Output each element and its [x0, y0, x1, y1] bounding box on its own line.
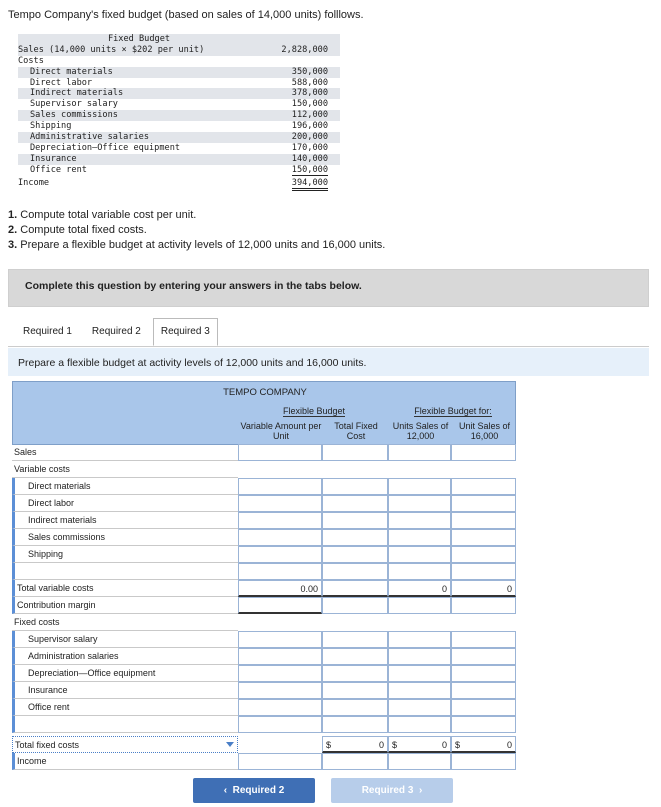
- ship-16000-input[interactable]: [451, 546, 516, 563]
- cost-value: 112,000: [260, 110, 340, 121]
- cost-label: Indirect materials: [18, 88, 260, 99]
- blank2-fixed-input[interactable]: [322, 716, 388, 733]
- blank-variable-input[interactable]: [238, 563, 322, 580]
- question-item: 1. Compute total variable cost per unit.: [8, 209, 197, 221]
- cm-16000-input[interactable]: [451, 597, 516, 614]
- im-16000-input[interactable]: [451, 512, 516, 529]
- chevron-down-icon[interactable]: [226, 742, 234, 747]
- dl-12000-input[interactable]: [388, 495, 451, 512]
- dep-12000-input[interactable]: [388, 665, 451, 682]
- flex-budget-header: Flexible Budget: [282, 406, 346, 416]
- cost-value: 350,000: [260, 67, 340, 78]
- row-sales-commissions: [12, 529, 516, 546]
- cm-12000-input[interactable]: [388, 597, 451, 614]
- col-units-12000: Units Sales of 12,000: [392, 421, 449, 441]
- cost-value: 200,000: [260, 132, 340, 143]
- complete-banner: [8, 269, 649, 307]
- row-label: Sales: [12, 444, 238, 461]
- cost-label: Administrative salaries: [18, 132, 260, 143]
- total-variable-12000: 0: [388, 580, 451, 597]
- cost-label: Supervisor salary: [30, 99, 118, 110]
- ins-12000-input[interactable]: [388, 682, 451, 699]
- dm-fixed-input[interactable]: [322, 478, 388, 495]
- question-item: 2. Compute total fixed costs.: [8, 224, 147, 236]
- as-16000-input[interactable]: [451, 648, 516, 665]
- row-label[interactable]: Direct materials: [12, 478, 238, 495]
- blank-fixed-input[interactable]: [322, 563, 388, 580]
- row-label[interactable]: Total variable costs: [12, 580, 238, 597]
- row-insurance: [12, 682, 516, 699]
- row-label-input[interactable]: [12, 563, 238, 580]
- rent-variable-input[interactable]: [238, 699, 322, 716]
- flex-budget-for-header: Flexible Budget for:: [414, 406, 492, 416]
- im-12000-input[interactable]: [388, 512, 451, 529]
- col-units-16000: Unit Sales of 16,000: [458, 421, 511, 441]
- dm-16000-input[interactable]: [451, 478, 516, 495]
- fixed-budget-table: [18, 34, 340, 188]
- tab-required-3[interactable]: Required 3: [153, 318, 218, 346]
- row-label: Variable costs: [12, 461, 238, 478]
- cost-value: 140,000: [260, 154, 340, 165]
- total-fixed-12000: $ 0: [388, 736, 451, 753]
- blank2-12000-input[interactable]: [388, 716, 451, 733]
- row-label[interactable]: Depreciation—Office equipment: [12, 665, 238, 682]
- row-sales: [12, 444, 516, 461]
- cost-value: 588,000: [291, 77, 328, 88]
- dm-variable-input[interactable]: [238, 478, 322, 495]
- dl-fixed-input[interactable]: [322, 495, 388, 512]
- sc-fixed-input[interactable]: [322, 529, 388, 546]
- rent-fixed-input[interactable]: [322, 699, 388, 716]
- cost-value: 150,000: [291, 164, 328, 175]
- as-fixed-input[interactable]: [322, 648, 388, 665]
- dl-variable-input[interactable]: [238, 495, 322, 512]
- chevron-left-icon: ‹: [223, 785, 228, 796]
- sales-12000-input[interactable]: [388, 444, 451, 461]
- row-label[interactable]: Indirect materials: [12, 512, 238, 529]
- fixed-budget-header: Fixed Budget: [18, 34, 260, 45]
- cost-label: Depreciation—Office equipment: [30, 142, 181, 153]
- as-12000-input[interactable]: [388, 648, 451, 665]
- questions-list: [8, 208, 385, 253]
- tab-required-1[interactable]: Required 1: [15, 318, 80, 346]
- ss-12000-input[interactable]: [388, 631, 451, 648]
- next-required-button[interactable]: Required 3 ›: [331, 778, 453, 803]
- dep-16000-input[interactable]: [451, 665, 516, 682]
- tab-required-2[interactable]: Required 2: [84, 318, 149, 346]
- chevron-right-icon: ›: [418, 785, 423, 796]
- as-variable-input[interactable]: [238, 648, 322, 665]
- row-label: Fixed costs: [12, 614, 238, 631]
- complete-text: Complete this question by entering your answers in the tabs below.: [25, 280, 362, 292]
- row-indirect-materials: [12, 512, 516, 529]
- cost-label: Direct labor: [30, 77, 93, 88]
- costs-label: Costs: [18, 55, 44, 66]
- sales-label: Sales (14,000 units × $202 per unit): [18, 45, 260, 56]
- sc-12000-input[interactable]: [388, 529, 451, 546]
- cm-fixed-input[interactable]: [322, 597, 388, 614]
- intro-text: Tempo Company's fixed budget (based on sales of 14,000 units) folllows.: [8, 9, 364, 21]
- row-label[interactable]: Contribution margin: [12, 597, 238, 614]
- row-label[interactable]: Supervisor salary: [12, 631, 238, 648]
- row-variable-costs: [12, 461, 516, 478]
- blank-12000-input[interactable]: [388, 563, 451, 580]
- sales-value: 2,828,000: [260, 45, 340, 56]
- income-value: 394,000: [292, 178, 328, 191]
- row-supervisor-salary: [12, 631, 516, 648]
- total-fixed-select[interactable]: [12, 736, 238, 753]
- ss-fixed-input[interactable]: [322, 631, 388, 648]
- dl-16000-input[interactable]: [451, 495, 516, 512]
- ship-fixed-input[interactable]: [322, 546, 388, 563]
- ss-16000-input[interactable]: [451, 631, 516, 648]
- total-variable-per-unit: 0.00: [238, 580, 322, 597]
- income-fixed-input[interactable]: [322, 753, 388, 770]
- company-title: TEMPO COMPANY: [223, 387, 307, 398]
- ship-variable-input[interactable]: [238, 546, 322, 563]
- prev-required-button[interactable]: ‹ Required 2: [193, 778, 315, 803]
- total-variable-16000: 0: [451, 580, 516, 597]
- blank-16000-input[interactable]: [451, 563, 516, 580]
- ins-variable-input[interactable]: [238, 682, 322, 699]
- sc-variable-input[interactable]: [238, 529, 322, 546]
- row-direct-materials: [12, 478, 516, 495]
- row-office-rent: [12, 699, 516, 716]
- row-blank: [12, 563, 516, 580]
- cost-label: Shipping: [30, 121, 72, 132]
- row-total-fixed: [12, 736, 516, 753]
- sheet-header: [12, 381, 516, 445]
- row-label[interactable]: Office rent: [12, 699, 238, 716]
- im-fixed-input[interactable]: [322, 512, 388, 529]
- dep-fixed-input[interactable]: [322, 665, 388, 682]
- income-12000-input[interactable]: [388, 753, 451, 770]
- blank2-variable-input[interactable]: [238, 716, 322, 733]
- income-label: Income: [18, 177, 50, 188]
- row-label[interactable]: Direct labor: [12, 495, 238, 512]
- ship-12000-input[interactable]: [388, 546, 451, 563]
- cost-label: Sales commissions: [18, 110, 260, 121]
- row-label[interactable]: Shipping: [12, 546, 238, 563]
- total-variable-fixed: [322, 580, 388, 597]
- income-16000-input[interactable]: [451, 753, 516, 770]
- row-label[interactable]: Administration salaries: [12, 648, 238, 665]
- row-total-variable: [12, 580, 516, 597]
- sales-variable-input[interactable]: [238, 444, 322, 461]
- row-depreciation: [12, 665, 516, 682]
- row-direct-labor: [12, 495, 516, 512]
- cm-variable-input[interactable]: [238, 597, 322, 614]
- tab-bar: [15, 318, 222, 346]
- row-shipping: [12, 546, 516, 563]
- cost-label: Insurance: [18, 154, 260, 165]
- ins-fixed-input[interactable]: [322, 682, 388, 699]
- rent-16000-input[interactable]: [451, 699, 516, 716]
- rent-12000-input[interactable]: [388, 699, 451, 716]
- col-total-fixed: Total Fixed Cost: [334, 421, 378, 441]
- col-variable-amount: Variable Amount per Unit: [240, 421, 322, 441]
- total-fixed-cost: $ 0: [322, 736, 388, 753]
- dep-variable-input[interactable]: [238, 665, 322, 682]
- blank2-16000-input[interactable]: [451, 716, 516, 733]
- instruction-text: Prepare a flexible budget at activity levels of 12,000 units and 16,000 units.: [8, 348, 649, 376]
- total-fixed-16000: $ 0: [451, 736, 516, 753]
- ss-variable-input[interactable]: [238, 631, 322, 648]
- ins-16000-input[interactable]: [451, 682, 516, 699]
- row-contribution-margin: [12, 597, 516, 614]
- income-variable-input[interactable]: [238, 753, 322, 770]
- cost-label: Direct materials: [18, 67, 260, 78]
- row-label[interactable]: Insurance: [12, 682, 238, 699]
- row-label[interactable]: Income: [12, 753, 238, 770]
- row-fixed-costs: [12, 614, 516, 631]
- cost-value: 170,000: [291, 142, 328, 153]
- dm-12000-input[interactable]: [388, 478, 451, 495]
- sales-16000-input[interactable]: [451, 444, 516, 461]
- row-label-input[interactable]: [12, 716, 238, 733]
- question-item: 3. Prepare a flexible budget at activity levels of 12,000 units and 16,000 units.: [8, 239, 386, 251]
- cost-value: 150,000: [291, 99, 328, 110]
- cost-value: 378,000: [260, 88, 340, 99]
- cost-label: Office rent: [30, 164, 87, 175]
- row-label: Total fixed costs: [15, 740, 80, 750]
- row-admin-salaries: [12, 648, 516, 665]
- row-income: [12, 753, 516, 770]
- row-blank-2: [12, 716, 516, 733]
- sales-fixed-input[interactable]: [322, 444, 388, 461]
- row-label[interactable]: Sales commissions: [12, 529, 238, 546]
- im-variable-input[interactable]: [238, 512, 322, 529]
- cost-value: 196,000: [291, 121, 328, 132]
- sc-16000-input[interactable]: [451, 529, 516, 546]
